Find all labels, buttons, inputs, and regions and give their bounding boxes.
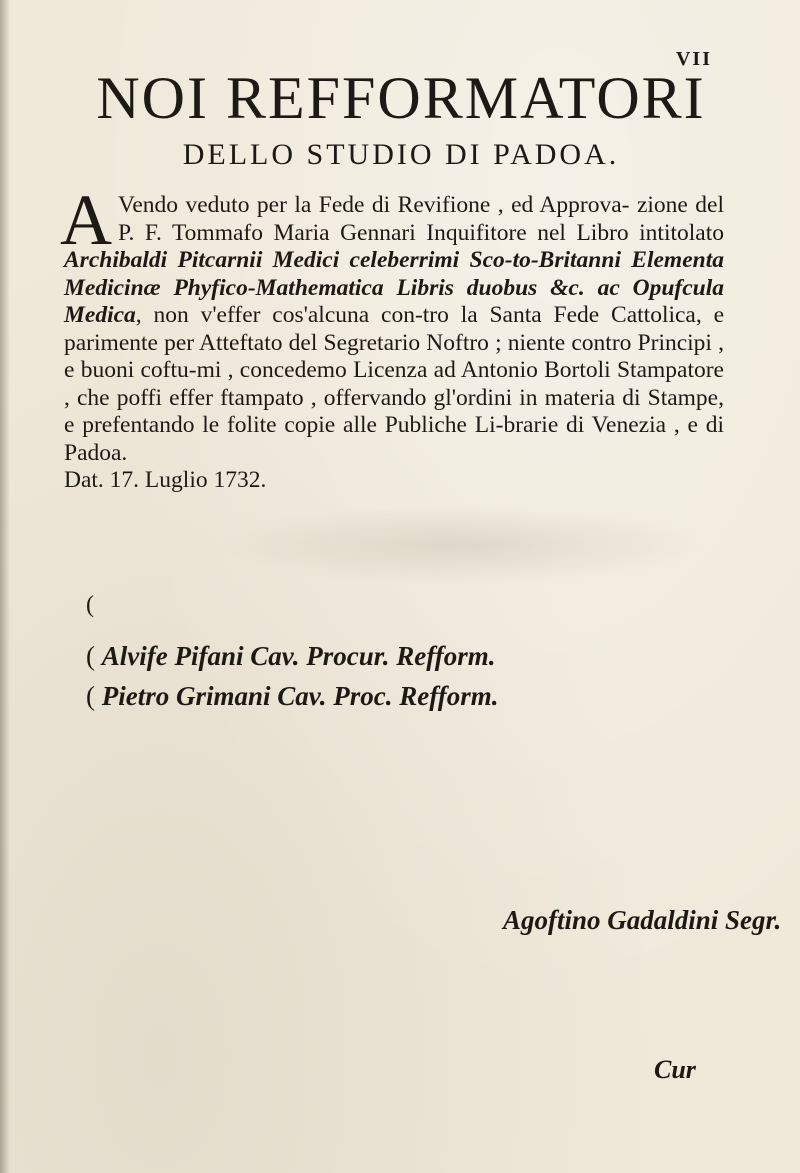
catchword: Cur (654, 1055, 696, 1084)
drop-cap: A (60, 180, 112, 260)
signature-grimani: Pietro Grimani Cav. Proc. Refform. (101, 681, 499, 711)
page-number: VII (675, 48, 712, 70)
signature-paren-1: ( (86, 641, 95, 671)
license-date: Dat. 17. Luglio 1732. (64, 467, 267, 493)
body-line-1: Vendo veduto per la Fede di Revifione , ed Approva- (118, 192, 630, 218)
paper-stain (210, 505, 710, 585)
secretary-signature: Agoftino Gadaldini Segr. (503, 905, 782, 935)
stray-parenthesis: ( (86, 592, 94, 618)
book-title: Archibaldi Pitcarnii Medici celeberrimi Sco-to-Britanni Elementa Medicinæ Phyfico-Mathematica Libris duobus &c. ac Opufcula Medica (64, 247, 724, 328)
signature-block (86, 636, 498, 716)
page-subtitle: DELLO STUDIO DI PADOA. (182, 138, 620, 171)
body-rest: , non v'effer cos'alcuna con-tro la Santa Fede Cattolica, e parimente per Atteftato del Segretario Noftro ; niente contro Principi , e buoni coftu-mi , concedemo Licenza ad Antonio Bortoli Stampatore , che poffi effer ftampato , offervando gl'ordini in materia di Stampe, e prefentando le folite copie alle Publiche Li-brarie di Venezia , e di Padoa. (64, 302, 724, 466)
signature-line-1 (86, 636, 498, 676)
page-binding-shadow (0, 0, 10, 1173)
body-line-2: zione del P. F. Tommafo Maria Gennari Inquifitore nel (118, 192, 724, 246)
body-line-3: Libro intitolato (576, 219, 724, 246)
license-text (60, 180, 724, 495)
signature-pisani: Alvife Pifani Cav. Procur. Refform. (101, 641, 496, 671)
page-title: NOI REFFORMATORI (96, 65, 706, 131)
signature-paren-2: ( (86, 681, 95, 711)
signature-line-2 (86, 676, 498, 716)
